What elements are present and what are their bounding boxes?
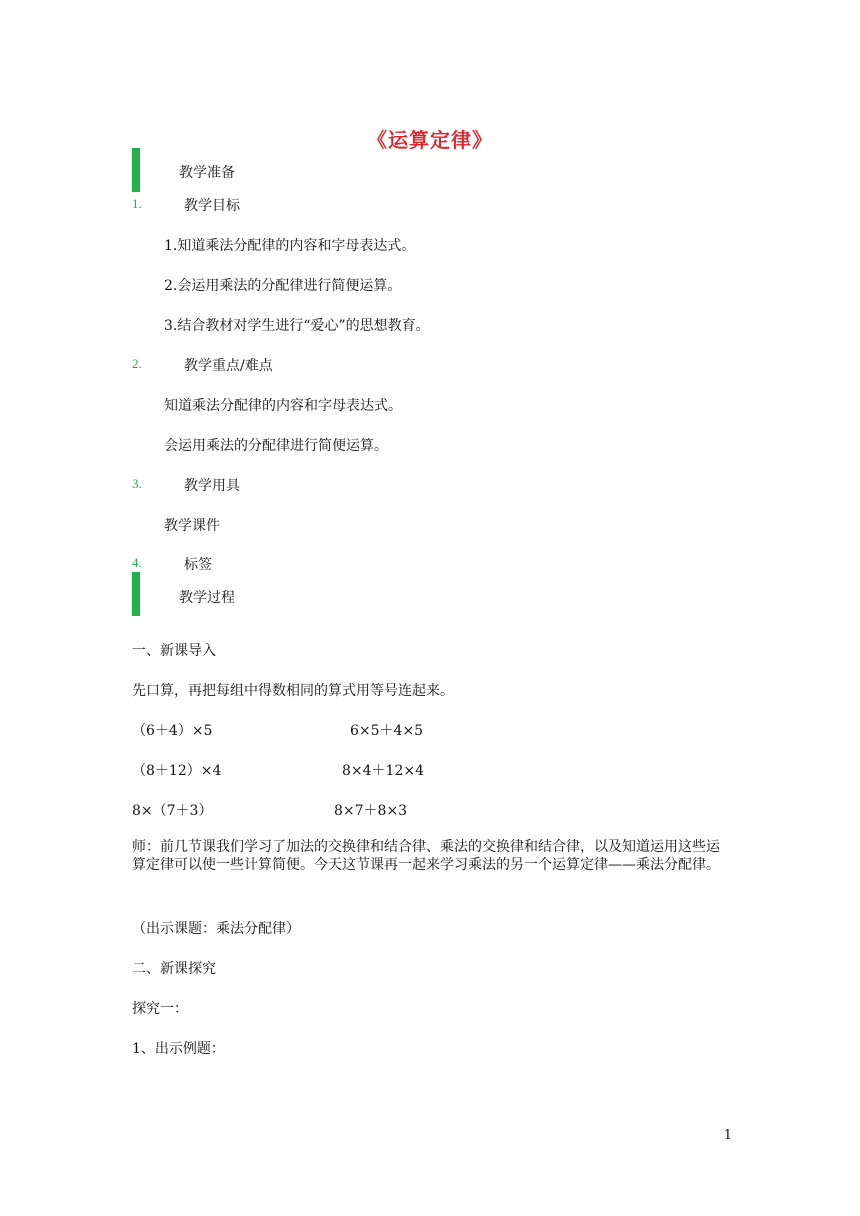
item-number-2: 2. bbox=[132, 356, 142, 371]
item-number-4: 4. bbox=[132, 555, 142, 570]
expression-right-1: 6×5＋4×5 bbox=[350, 723, 424, 739]
goal-line-3: 3.结合教材对学生进行“爱心”的思想教育。 bbox=[164, 318, 430, 334]
section-heading-prep: 教学准备 bbox=[179, 165, 235, 181]
section-marker-bar bbox=[132, 148, 140, 192]
expression-left-1: （6＋4）×5 bbox=[132, 723, 213, 739]
key-point-line-2: 会运用乘法的分配律进行简便运算。 bbox=[164, 438, 388, 454]
expression-right-3: 8×7＋8×3 bbox=[334, 803, 408, 819]
explore-label: 探究一： bbox=[132, 1001, 188, 1017]
part-heading-explore: 二、新课探究 bbox=[132, 961, 216, 977]
item-number-1: 1. bbox=[132, 196, 142, 211]
item-label-key-points: 教学重点/难点 bbox=[184, 358, 273, 374]
goal-line-1: 1.知道乘法分配律的内容和字母表达式。 bbox=[164, 238, 416, 254]
item-label-goals: 教学目标 bbox=[184, 198, 240, 214]
page-number: 1 bbox=[723, 1128, 732, 1143]
item-label-tools: 教学用具 bbox=[184, 478, 240, 494]
section-marker-bar bbox=[132, 572, 140, 616]
part-heading-intro: 一、新课导入 bbox=[132, 643, 216, 659]
example-label: 1、出示例题： bbox=[132, 1041, 225, 1057]
item-label-tags: 标签 bbox=[184, 557, 212, 573]
instruction-text: 先口算，再把每组中得数相同的算式用等号连起来。 bbox=[132, 683, 454, 699]
teacher-paragraph: 师：前几节课我们学习了加法的交换律和结合律、乘法的交换律和结合律，以及知道运用这些运算定律可以使一些计算简便。今天这节课再一起来学习乘法的另一个运算定律——乘法分配律。 bbox=[132, 839, 720, 873]
item-number-3: 3. bbox=[132, 476, 142, 491]
section-heading-process: 教学过程 bbox=[179, 590, 235, 606]
expression-left-2: （8＋12）×4 bbox=[132, 763, 222, 779]
expression-right-2: 8×4＋12×4 bbox=[342, 763, 424, 779]
tools-text: 教学课件 bbox=[164, 518, 220, 534]
show-title-text: （出示课题：乘法分配律） bbox=[132, 921, 300, 937]
document-title: 《运算定律》 bbox=[367, 128, 493, 152]
goal-line-2: 2.会运用乘法的分配律进行简便运算。 bbox=[164, 278, 402, 294]
expression-left-3: 8×（7＋3） bbox=[132, 803, 213, 819]
key-point-line-1: 知道乘法分配律的内容和字母表达式。 bbox=[164, 398, 402, 414]
